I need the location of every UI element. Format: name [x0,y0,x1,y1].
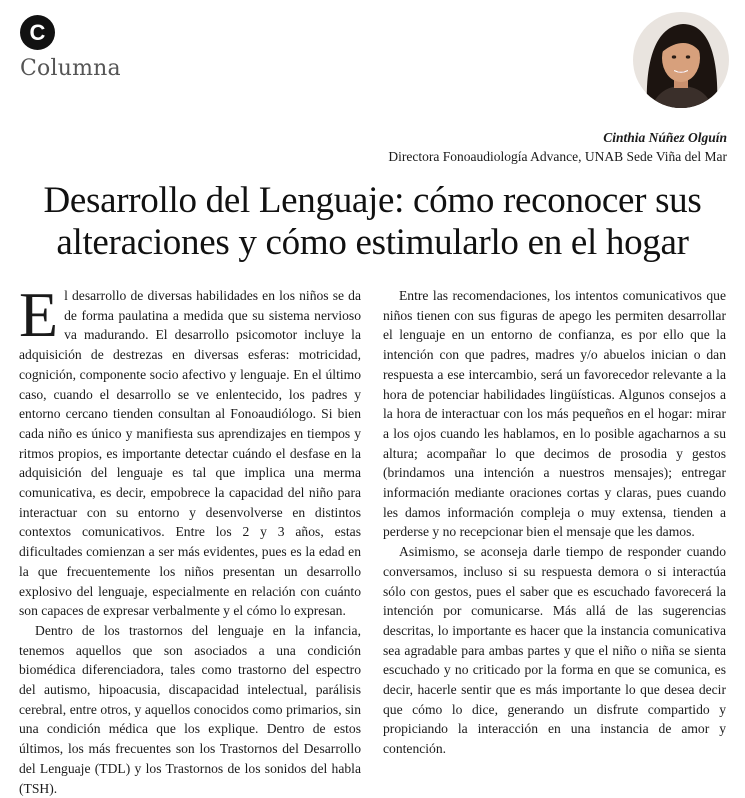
author-block [388,128,727,166]
article-title-line-1: Desarrollo del Lenguaje: cómo reconocer sus [43,180,702,221]
body-paragraph [19,279,361,621]
body-column-right [383,286,726,759]
body-paragraph-text: l desarrollo de diversas habilidades en los niños se da de forma paulatina a medida que su sistema nervioso va madurando. El desarrollo psicomotor incluye la adquisición de destrezas en diversas esferas: motricidad, cognición, componente socio afectivo y lenguaje. En el último caso, cuando el desarrollo se ve enlentecido, los padres y entorno cercano tienden consultan al Fonoaudiólogo. Si bien cada niño es único y manifiesta sus aprendizajes en tiempos y ritmos propios, es importante detectar cuándo el desfase en la adquisición del lenguaje es tal que implica una merma comunicativa, es decir, empobrece la capacidad del niño para interactuar con su entorno y desenvolverse en distintos contextos comunicativos. Entre los 2 y 3 años, estas dificultades comienzan a ser más evidentes, pues es la edad en la que frecuentemente los niños presentan un desarrollo explosivo del lenguaje, especialmente en relación con cuánto son capaces de expresar verbalmente y el cómo lo expresan. [19,288,361,619]
author-photo [633,12,729,108]
body-column-left [19,279,361,798]
section-label: Columna [20,56,121,81]
author-name: Cinthia Núñez Olguín [603,130,727,145]
article-title [0,180,745,264]
article-title-line-2: alteraciones y cómo estimularlo en el hogar [56,222,689,263]
column-badge: C [20,15,55,50]
body-paragraph: Asimismo, se aconseja darle tiempo de responder cuando conversamos, incluso si su respuesta demora o si interactúa sólo con gestos, pues el saber que es escuchado favorecerá la intención por comunicarse. Más allá de las sugerencias descritas, lo importante es hacer que la instancia comunicativa sea agradable para ambas partes y que el niño o niña se sienta escuchado y no criticado por la forma en que se comunica, es decir, hacerle sentir que es más importante lo que desea decir que cómo lo dice, generando un disfrute compartido y propiciando la interacción en una instancia de amor y contención. [383,544,726,757]
author-role: Directora Fonoaudiología Advance, UNAB Sede Viña del Mar [388,149,727,164]
body-paragraph: Dentro de los trastornos del lenguaje en la infancia, tenemos aquellos que son asociados a una condición biomédica diferenciadora, tales como trastorno del espectro del autismo, hipoacusia, discapacidad intelectual, parálisis cerebral, entre otros, y aquellos conocidos como primarios, sin una condición médica que los explique. Dentro de estos últimos, los más frecuentes son los Trastornos del Desarrollo del Lenguaje (TDL) y los Trastornos de los sonidos del habla (TSH). [19,622,361,796]
drop-cap: E [19,279,59,350]
body-paragraph: Entre las recomendaciones, los intentos comunicativos que niños tienen con sus figuras de apego les permiten desarrollar el lenguaje en un entorno de confianza, es por ello que la intención con que padres, madres y/o abuelos inician o dan respuesta a ese intercambio, será un favorecedor relevante a la hora de potenciar habilidades lingüísticas. Algunos consejos a la hora de interactuar con los más pequeños en el hogar: mirar a los ojos cuando les hablamos, en lo posible agacharnos a su altura; acompañar lo que decimos de prosodia y gestos (brindamos una intención a nuestros mensajes); entregar información mediante oraciones cortas y claras, pues cuando les damos información compleja o muy extensa, tienden a perderse y no recepcionar bien el mensaje que les damos. [383,288,726,540]
